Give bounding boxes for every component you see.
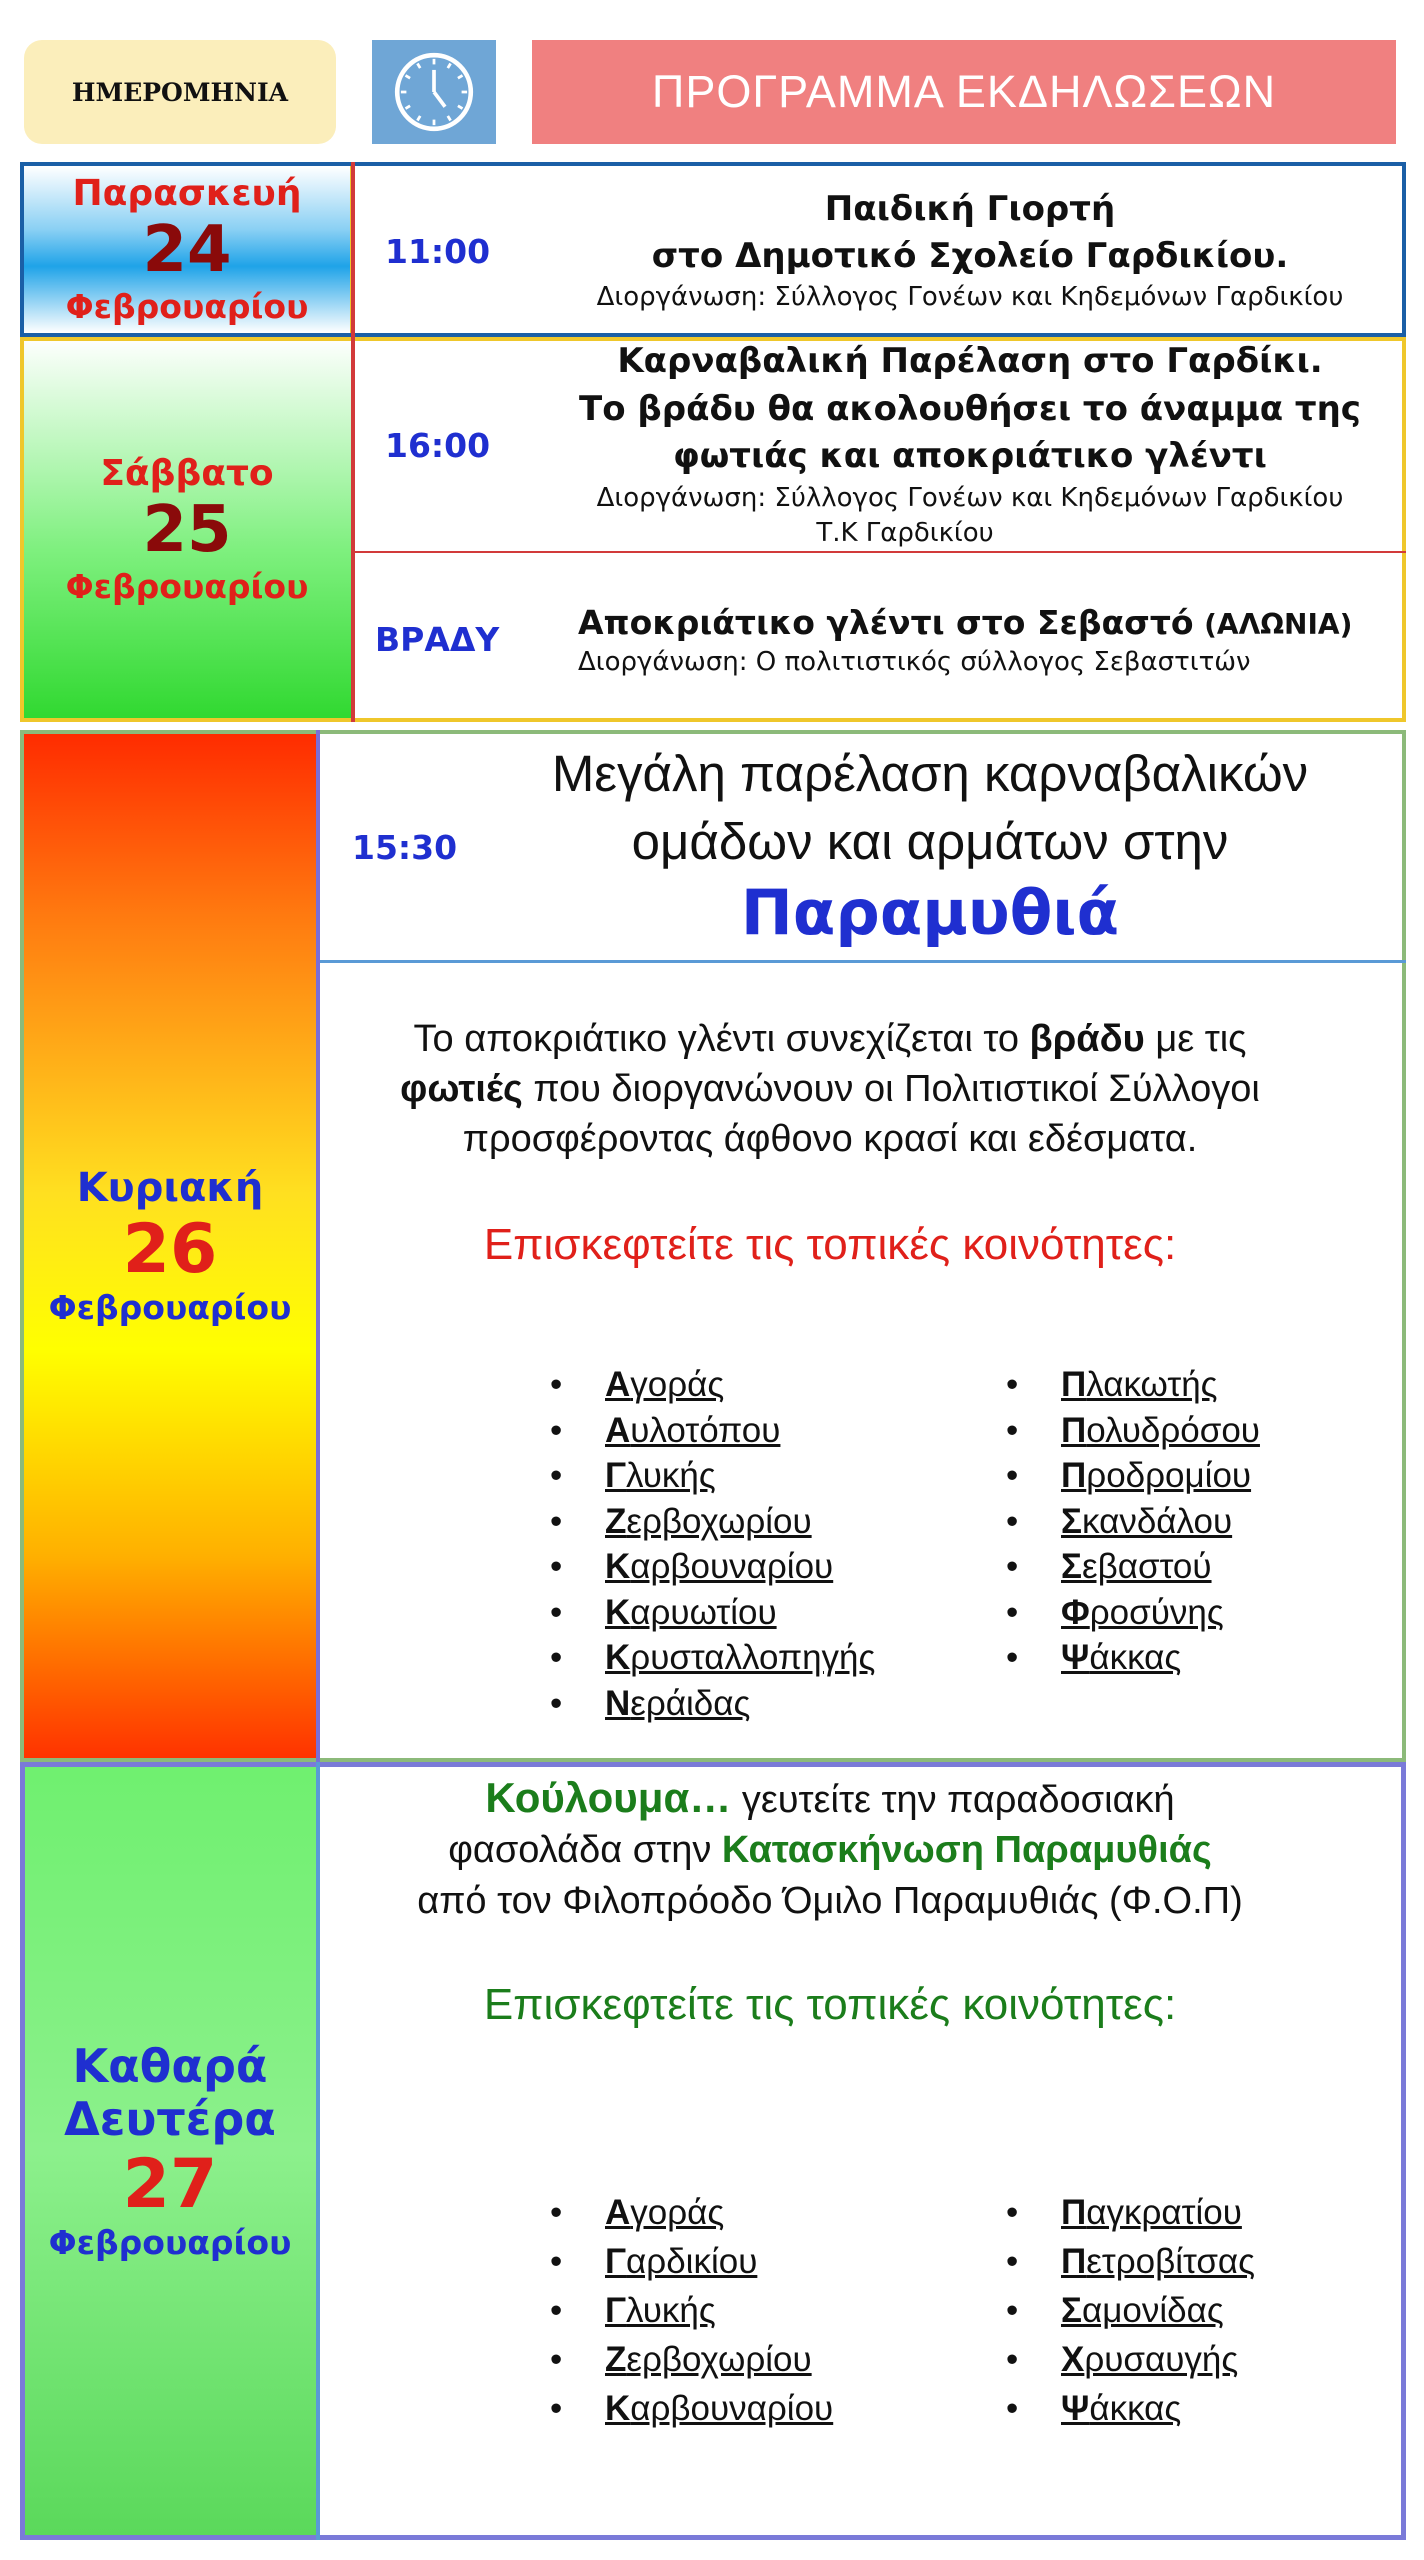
divider [320,960,1406,963]
event-location: Παραμυθιά [740,875,1120,949]
date-header-text: ΗΜΕΡΟΜΗΝΙΑ [71,77,289,107]
program-title: ΠΡΟΓΡΑΜΜΑ ΕΚΔΗΛΩΣΕΩΝ [651,66,1277,117]
community-list-left [550,2188,833,2433]
community-item: • Πλακωτής [1006,1362,1260,1408]
community-list-right [1006,2188,1255,2433]
event-organizer: Διοργάνωση: Ο πολιτιστικός σύλλογος Σεβαστιτών [578,646,1251,677]
day-name: Δευτέρα [64,2091,276,2146]
community-item: • Προδρομίου [1006,1453,1260,1499]
date-header-label [24,40,336,144]
text: από τον Φιλοπρόοδο Όμιλο Παραμυθιάς (Φ.Ο.Π) [417,1879,1243,1922]
koulouma-description [330,1770,1330,1926]
community-item: • Αγοράς [550,1362,875,1408]
clock-icon [372,40,496,144]
community-item: • Γλυκής [550,2286,833,2335]
community-item: • Πετροβίτσας [1006,2237,1255,2286]
community-item: • Ψάκκας [1006,2384,1255,2433]
event-title: φωτιάς και αποκριάτικο γλέντι [673,436,1267,477]
day-number: 26 [122,1209,218,1289]
day-name: Καθαρά [72,2039,268,2094]
event-title: Παιδική Γιορτή [824,189,1116,229]
community-item: • Ζερβοχωρίου [550,2335,833,2384]
community-item: • Σεβαστού [1006,1544,1260,1590]
day-month: Φεβρουαρίου [48,2223,292,2263]
event-organizer: Διοργάνωση: Σύλλογος Γονέων και Κηδεμόνων Γαρδικίου [596,281,1344,312]
community-list-right [1006,1362,1260,1681]
day-month: Φεβρουαρίου [65,287,309,327]
visit-heading: Επισκεφτείτε τις τοπικές κοινότητες: [483,1220,1177,1269]
day-month: Φεβρουαρίου [48,1288,292,1328]
community-item: • Αγοράς [550,2188,833,2237]
event-organizer: Τ.Κ Γαρδικίου [816,517,994,548]
clock-icon-svg [388,46,480,138]
community-item: • Ψάκκας [1006,1635,1260,1681]
visit-heading: Επισκεφτείτε τις τοπικές κοινότητες: [483,1980,1177,2029]
community-item: • Παγκρατίου [1006,2188,1255,2237]
event-friday [560,186,1380,315]
event-time: ΒΡΑΔΥ [375,620,500,659]
text: προσφέροντας άφθονο κρασί και εδέσματα. [462,1118,1198,1161]
event-title: ομάδων και αρμάτων στην [631,812,1229,870]
community-item: • Σκανδάλου [1006,1499,1260,1545]
divider [351,337,355,722]
community-item: • Αυλοτόπου [550,1408,875,1454]
text-bold: βράδυ [1029,1018,1145,1060]
day-name: Σάββατο [100,453,274,495]
text: με τις [1144,1018,1247,1060]
event-time: 15:30 [352,828,458,867]
divider [355,551,1406,553]
text: Το αποκριάτικο γλέντι συνεχίζεται το [413,1018,1030,1060]
event-sunday-parade [480,740,1380,950]
event-title: Το βράδυ θα ακολουθήσει το άναμμα της [579,388,1361,429]
community-item: • Κρυσταλλοπηγής [550,1635,875,1681]
day-number: 27 [122,2144,218,2224]
sunday-description [330,1014,1330,1164]
text: γευτείτε την παραδοσιακή [731,1779,1175,1821]
text-bold: Κατασκήνωση Παραμυθιάς [721,1829,1212,1872]
day-month: Φεβρουαρίου [65,567,309,607]
text: που διοργανώνουν οι Πολιτιστικοί Σύλλογοι [522,1068,1260,1111]
event-title: Αποκριάτικο γλέντι στο Σεβαστό [578,603,1194,642]
event-organizer: Διοργάνωση: Σύλλογος Γονέων και Κηδεμόνων Γαρδικίου [596,482,1344,513]
program-title-banner [532,40,1396,144]
day-name: Παρασκευή [72,173,302,215]
day-number: 24 [142,213,232,288]
divider [316,1762,320,2540]
community-item: • Νεράιδας [550,1681,875,1727]
community-item: • Σαμονίδας [1006,2286,1255,2335]
text-bold: φωτιές [400,1068,523,1111]
community-item: • Γλυκής [550,1453,875,1499]
day-name: Κυριακή [76,1164,264,1211]
event-time: 16:00 [385,426,491,465]
event-time: 11:00 [385,232,491,271]
event-title: στο Δημοτικό Σχολείο Γαρδικίου. [651,235,1289,276]
community-item: • Καρβουναρίου [550,1544,875,1590]
community-item: • Καρβουναρίου [550,2384,833,2433]
community-item: • Πολυδρόσου [1006,1408,1260,1454]
event-title: Καρναβαλική Παρέλαση στο Γαρδίκι. [617,341,1323,381]
text-bold: Κούλουμα… [485,1774,732,1821]
divider [351,162,355,337]
community-item: • Γαρδικίου [550,2237,833,2286]
event-saturday-parade [540,338,1400,551]
text: φασολάδα στην [448,1829,722,1872]
community-item: • Χρυσαυγής [1006,2335,1255,2384]
divider [316,730,320,1762]
event-saturday-evening [578,602,1398,680]
community-item: • Καρυωτίου [550,1590,875,1636]
event-title-suffix: (ΑΛΩΝΙΑ) [1204,608,1353,641]
community-list-left [550,1362,875,1726]
day-number: 25 [142,493,232,568]
community-item: • Ζερβοχωρίου [550,1499,875,1545]
event-title: Μεγάλη παρέλαση καρναβαλικών [551,745,1309,802]
community-item: • Φροσύνης [1006,1590,1260,1636]
